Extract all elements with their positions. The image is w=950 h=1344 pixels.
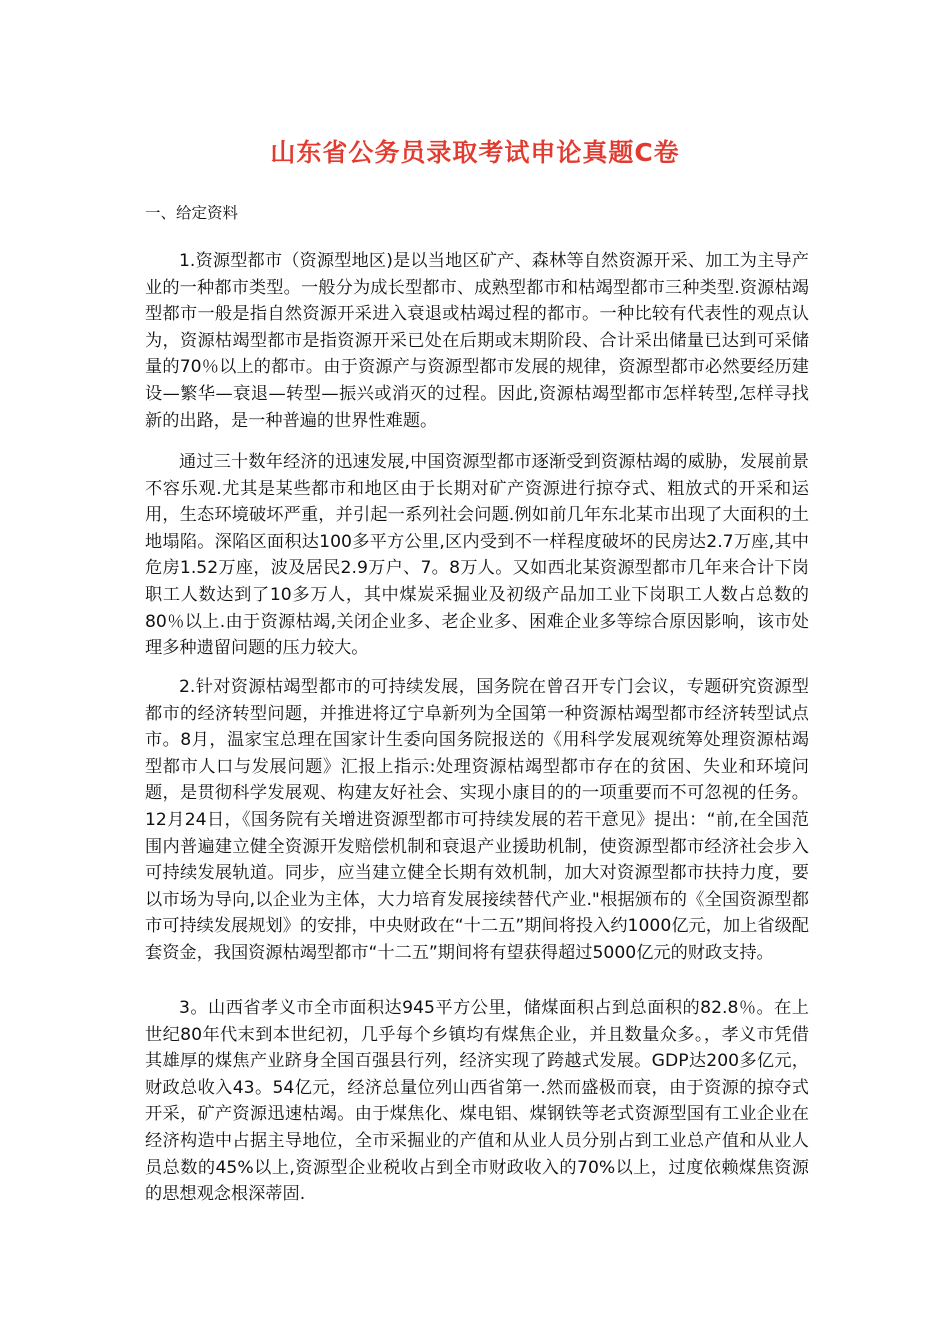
paragraph-3: 2.针对资源枯竭型都市的可持续发展，国务院在曾召开专门会议，专题研究资源型都市的经济转型问题，并推进将辽宁阜新列为全国第一种资源枯竭型都市经济转型试点市。8月，温家宝总理在国家计生委向国务院报送的《用科学发展观统筹处理资源枯竭型都市人口与发展问题》汇报上指示:处理资源枯竭型都市存在的贫困、失业和环境问题，是贯彻科学发展观、构建友好社会、实现小康目的的一项重要而不可忽视的任务。12月24日，《国务院有关增进资源型都市可持续发展的若干意见》提出：“前,在全国范围内普遍建立健全资源开发赔偿机制和衰退产业援助机制，使资源型都市经济社会步入可持续发展轨道。同步，应当建立健全长期有效机制，加大对资源型都市扶持力度，要以市场为导向,以企业为主体，大力培育发展接续替代产业."根据颁布的《全国资源型都市可持续发展规划》的安排，中央财政在“十二五”期间将投入约1000亿元，加上省级配套资金，我国资源枯竭型都市“十二五”期间将有望获得超过5000亿元的财政支持。: [145, 677, 809, 963]
paragraph-2: 通过三十数年经济的迅速发展,中国资源型都市逐渐受到资源枯竭的威胁，发展前景不容乐观.尤其是某些都市和地区由于长期对矿产资源进行掠夺式、粗放式的开采和运用，生态环境破坏严重，并引起一系列社会问题.例如前几年东北某市出现了大面积的土地塌陷。深陷区面积达100多平方公里,区内受到不一样程度破坏的民房达2.7万座,其中危房1.52万座，波及居民2.9万户、7。8万人。又如西北某资源型都市几年来合计下岗职工人数达到了10多万人，其中煤炭采掘业及初级产品加工业下岗职工人数占总数的80％以上.由于资源枯竭,关闭企业多、老企业多、困难企业多等综合原因影响，该市处理多种遗留问题的压力较大。: [145, 452, 809, 659]
paragraph-1: 1.资源型都市（资源型地区)是以当地区矿产、森林等自然资源开采、加工为主导产业的一种都市类型。一般分为成长型都市、成熟型都市和枯竭型都市三种类型.资源枯竭型都市一般是指自然资源开采进入衰退或枯竭过程的都市。一种比较有代表性的观点认为，资源枯竭型都市是指资源开采已处在后期或末期阶段、合计采出储量已达到可采储量的70％以上的都市。由于资源产与资源型都市发展的规律，资源型都市必然要经历建设—繁华—衰退—转型—振兴或消灭的过程。因此,资源枯竭型都市怎样转型,怎样寻找新的出路，是一种普遍的世界性难题。: [145, 251, 809, 431]
paragraph-4: 3。山西省孝义市全市面积达945平方公里，储煤面积占到总面积的82.8％。在上世纪80年代末到本世纪初，几乎每个乡镇均有煤焦企业，并且数量众多。，孝义市凭借其雄厚的煤焦产业跻身全国百强县行列，经济实现了跨越式发展。GDP达200多亿元，财政总收入43。54亿元，经济总量位列山西省第一.然而盛极而衰，由于资源的掠夺式开采，矿产资源迅速枯竭。由于煤焦化、煤电铝、煤钢铁等老式资源型国有工业企业在经济构造中占据主导地位，全市采掘业的产值和从业人员分别占到工业总产值和从业人员总数的45%以上,资源型企业税收占到全市财政收入的70%以上，过度依赖煤焦资源的思想观念根深蒂固.: [145, 998, 809, 1205]
section-heading: 一、给定资料: [145, 204, 239, 222]
document-title: 山东省公务员录取考试申论真题C卷: [270, 138, 680, 167]
